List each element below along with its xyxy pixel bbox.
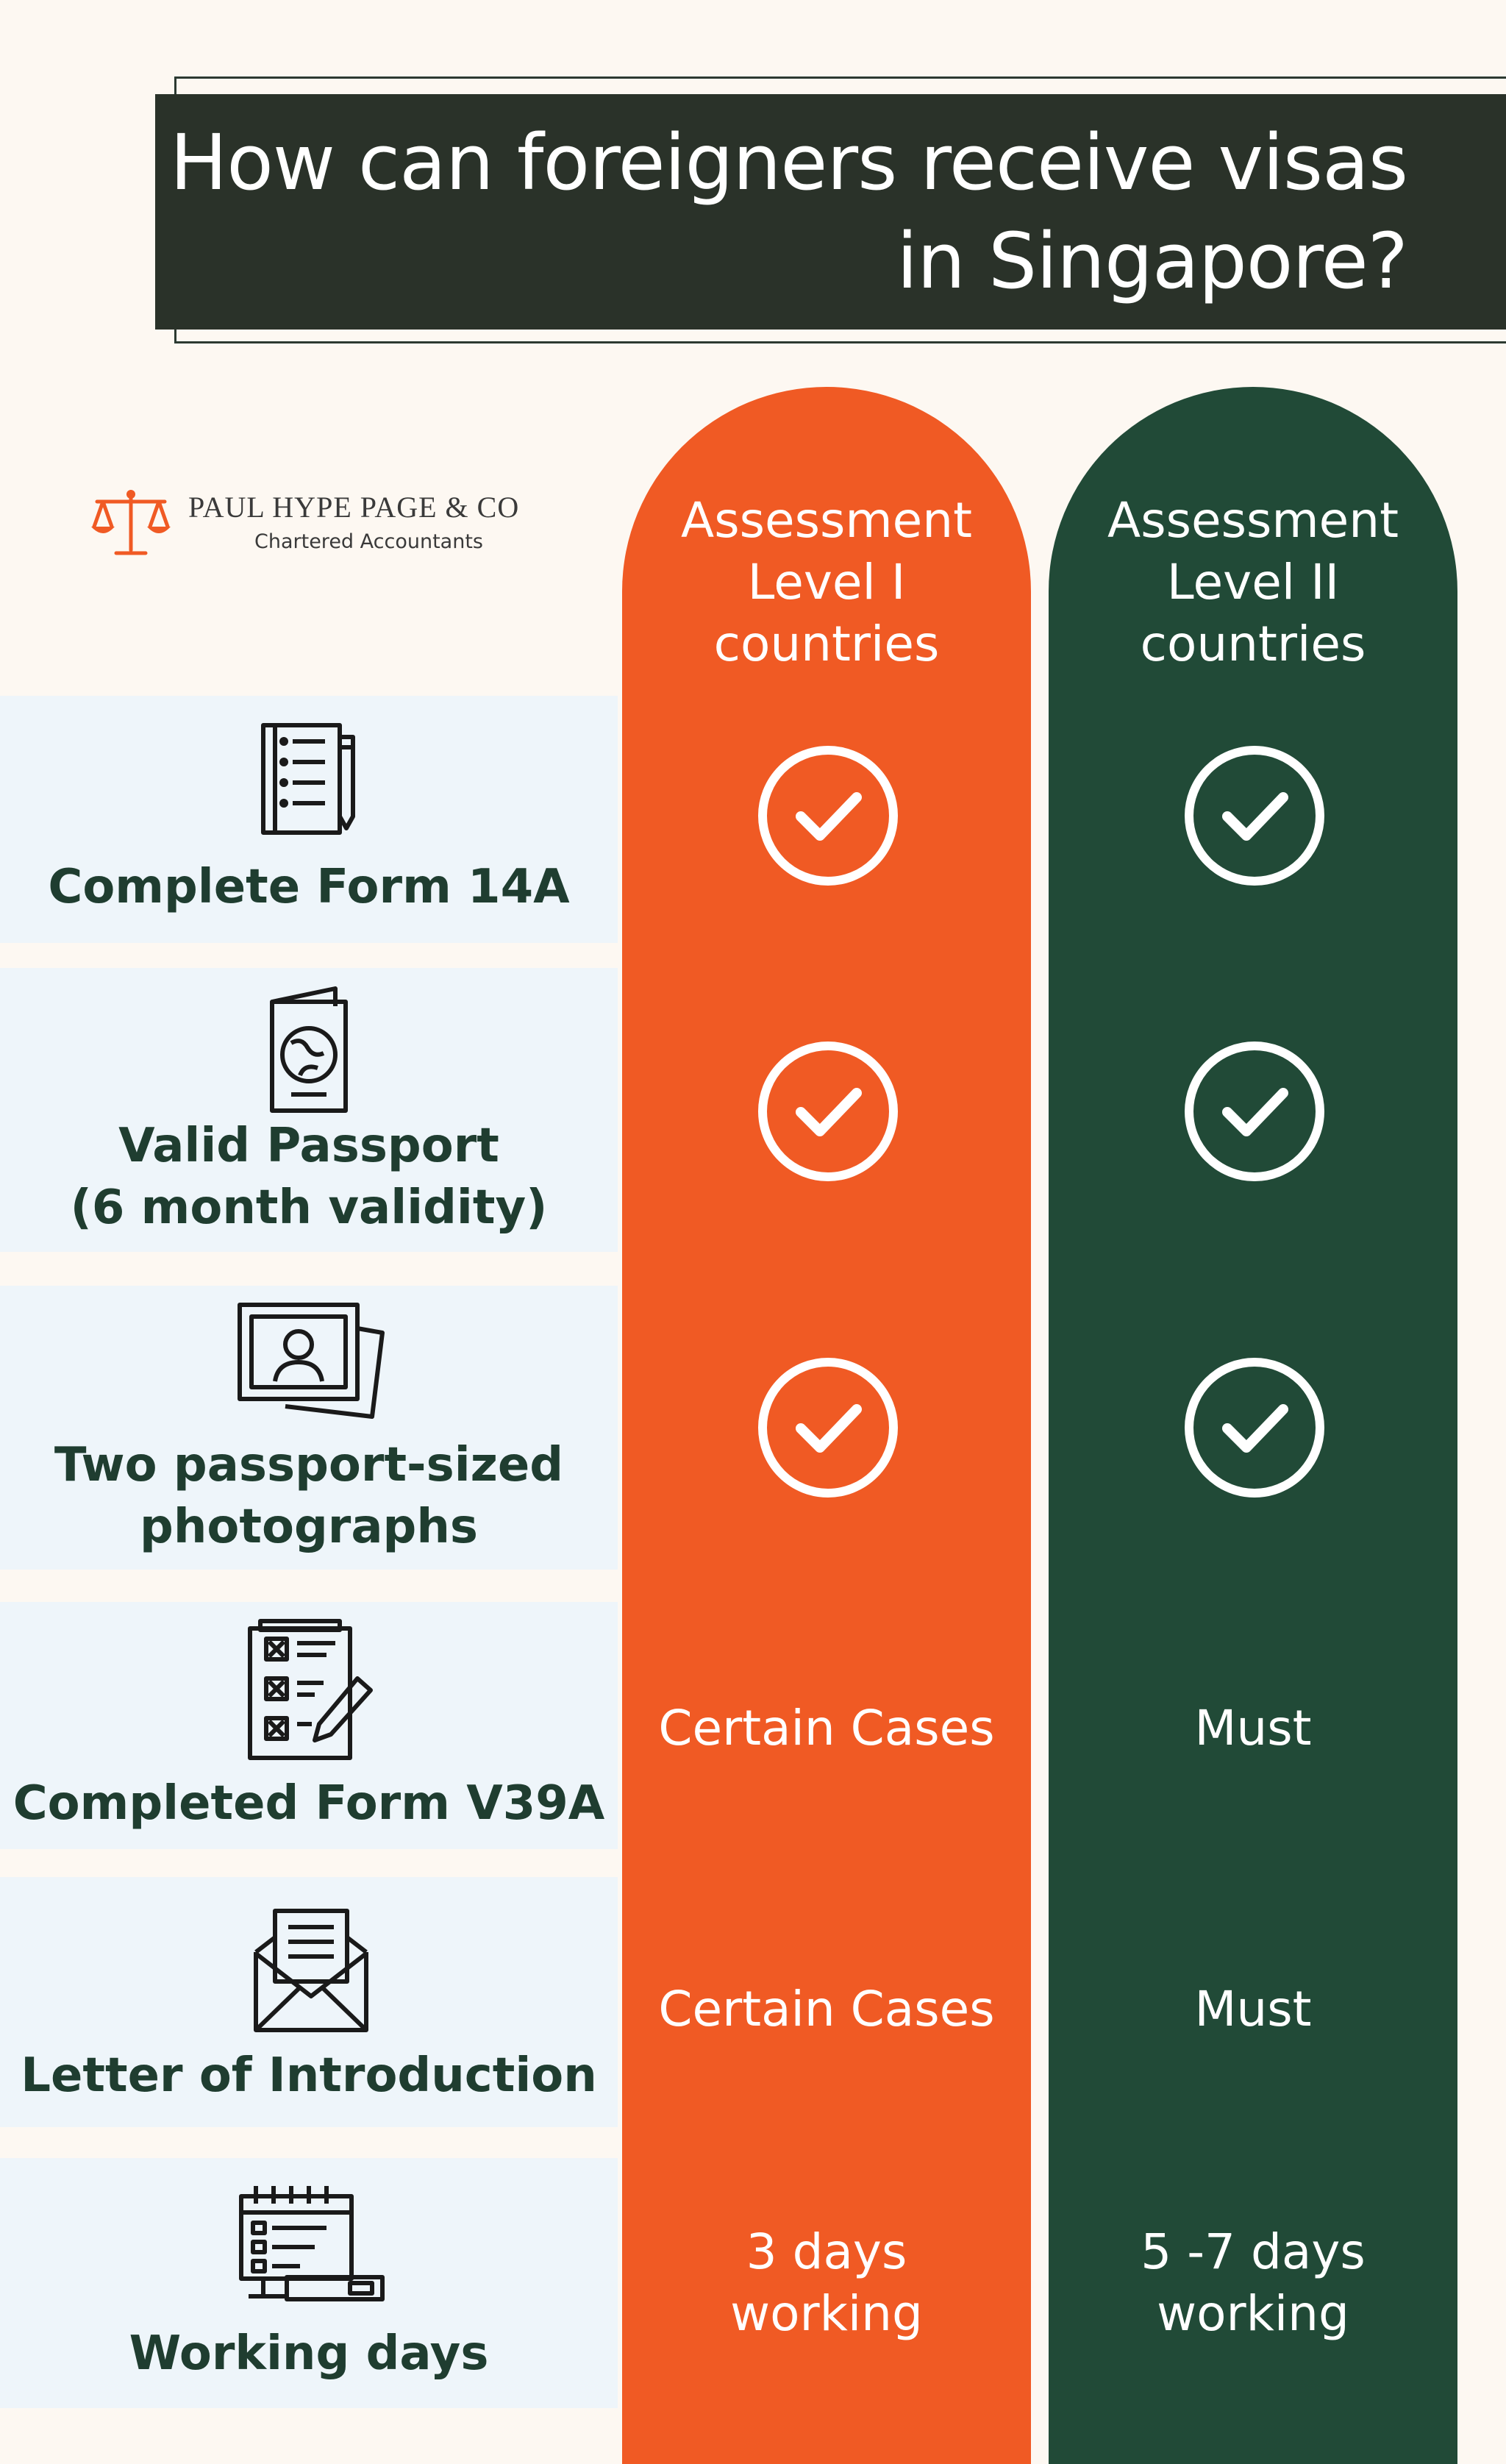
cell-letter-level-2 bbox=[1049, 1979, 1457, 2040]
column-assessment-level-2 bbox=[1049, 387, 1457, 2464]
checkmark-circle-icon bbox=[1185, 1358, 1324, 1498]
row-label-text: Letter of Introduction bbox=[21, 2048, 597, 2103]
page-title-line-1: How can foreigners receive visas bbox=[170, 118, 1407, 207]
checkmark-circle-icon bbox=[1185, 746, 1324, 886]
row-label-text: (6 month validity) bbox=[70, 1181, 548, 1235]
cell-form-v39a-level-1 bbox=[622, 1698, 1031, 1759]
row-label-form-14a bbox=[0, 856, 618, 918]
cell-text: 3 days bbox=[746, 2223, 907, 2280]
column-heading-text: Assessment bbox=[681, 492, 972, 549]
cell-text: Certain Cases bbox=[658, 1700, 995, 1756]
cell-text: Must bbox=[1194, 1981, 1312, 2037]
row-label-text: Valid Passport bbox=[118, 1119, 499, 1173]
cell-letter-level-1 bbox=[622, 1979, 1031, 2040]
column-heading-text: Assessment bbox=[1107, 492, 1399, 549]
form-list-icon bbox=[257, 721, 368, 838]
calendar-computer-icon bbox=[234, 2180, 388, 2312]
column-heading-text: countries bbox=[713, 616, 940, 672]
checklist-form-icon bbox=[241, 1617, 381, 1764]
row-label-letter bbox=[0, 2045, 618, 2107]
row-label-photographs bbox=[0, 1434, 618, 1558]
cell-text: 5 -7 days bbox=[1141, 2223, 1366, 2280]
column-heading-text: Level II bbox=[1166, 554, 1340, 610]
company-logo bbox=[90, 488, 546, 569]
checkmark-circle-icon bbox=[758, 746, 898, 886]
cell-text: Must bbox=[1194, 1700, 1312, 1756]
cell-working-days-level-2 bbox=[1049, 2221, 1457, 2345]
passport-icon bbox=[262, 984, 357, 1117]
cell-text: working bbox=[1157, 2285, 1349, 2342]
row-label-text: Two passport-sized bbox=[54, 1438, 564, 1492]
row-label-form-v39a bbox=[0, 1773, 618, 1834]
scales-of-justice-icon bbox=[90, 488, 172, 559]
envelope-letter-icon bbox=[250, 1905, 372, 2037]
row-label-text: Completed Form V39A bbox=[13, 1776, 605, 1831]
cell-form-v39a-level-2 bbox=[1049, 1698, 1457, 1759]
column-heading-level-2 bbox=[1049, 490, 1457, 675]
cell-text: working bbox=[730, 2285, 923, 2342]
column-assessment-level-1 bbox=[622, 387, 1031, 2464]
row-label-text: Working days bbox=[129, 2326, 489, 2381]
cell-working-days-level-1 bbox=[622, 2221, 1031, 2345]
row-label-passport bbox=[0, 1115, 618, 1239]
column-heading-text: Level I bbox=[747, 554, 906, 610]
photographs-icon bbox=[234, 1299, 388, 1424]
checkmark-circle-icon bbox=[758, 1358, 898, 1498]
logo-company-name: PAUL HYPE PAGE & CO bbox=[188, 491, 520, 524]
page-title-line-2: in Singapore? bbox=[896, 216, 1407, 306]
row-label-working-days bbox=[0, 2323, 618, 2385]
checkmark-circle-icon bbox=[1185, 1041, 1324, 1181]
logo-subtitle: Chartered Accountants bbox=[254, 530, 483, 553]
column-heading-text: countries bbox=[1140, 616, 1366, 672]
title-banner bbox=[155, 94, 1506, 330]
column-heading-level-1 bbox=[622, 490, 1031, 675]
row-label-text: photographs bbox=[140, 1500, 478, 1554]
checkmark-circle-icon bbox=[758, 1041, 898, 1181]
row-label-text: Complete Form 14A bbox=[48, 860, 570, 914]
cell-text: Certain Cases bbox=[658, 1981, 995, 2037]
